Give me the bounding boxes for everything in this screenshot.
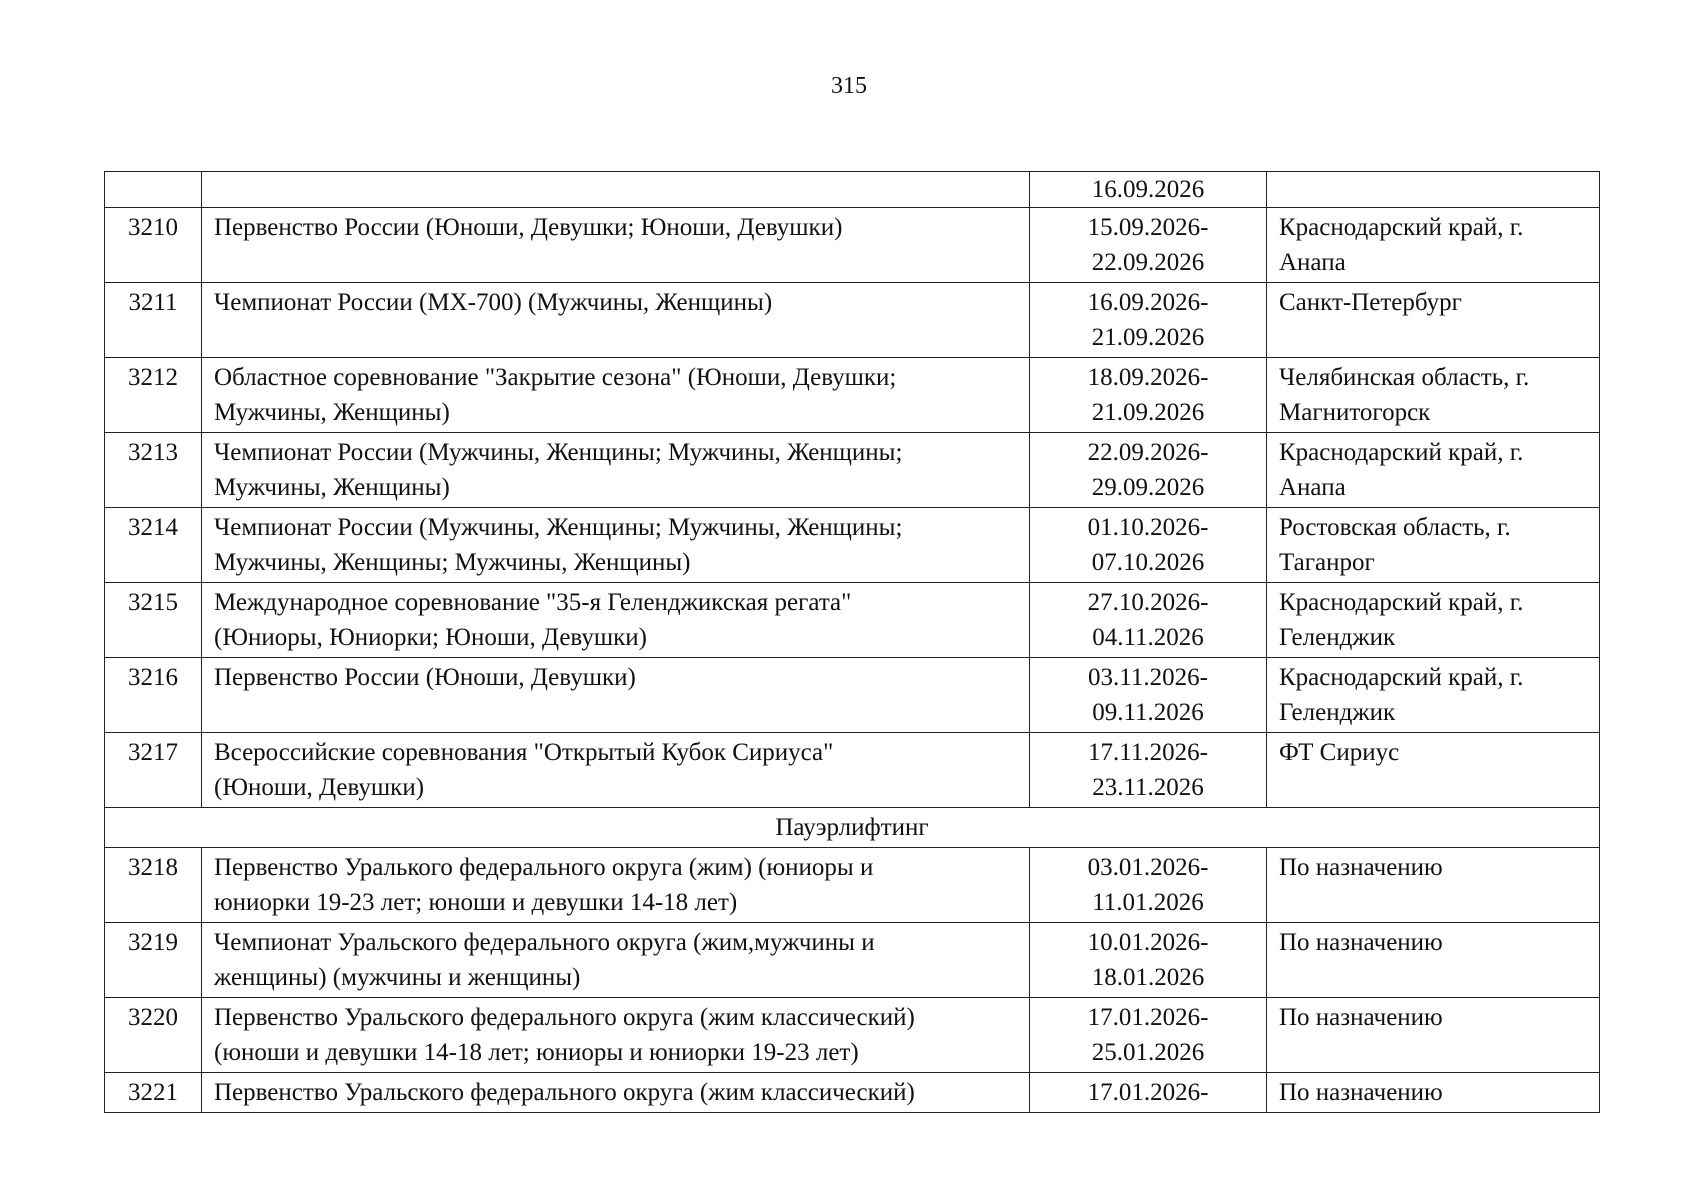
event-place-line: ФТ Сириус xyxy=(1279,739,1400,766)
event-title xyxy=(202,433,1030,508)
event-dates-line: 17.01.2026- xyxy=(1087,1004,1209,1031)
event-dates xyxy=(1030,283,1267,358)
event-number: 3210 xyxy=(105,208,202,283)
event-dates xyxy=(1030,658,1267,733)
event-title-line: Мужчины, Женщины) xyxy=(214,399,450,426)
event-dates-line: 27.10.2026- xyxy=(1087,589,1209,616)
event-dates xyxy=(1030,433,1267,508)
event-title-line: Чемпионат России (Мужчины, Женщины; Мужчины, Женщины; xyxy=(214,439,903,466)
table-row xyxy=(105,998,1600,1073)
event-number: 3220 xyxy=(105,998,202,1073)
event-place xyxy=(1267,208,1600,283)
event-place xyxy=(1267,733,1600,808)
event-dates-line: 09.11.2026 xyxy=(1092,699,1204,726)
section-row xyxy=(105,808,1600,848)
event-place-line: Анапа xyxy=(1279,474,1346,501)
event-place xyxy=(1267,998,1600,1073)
event-place-line: По назначению xyxy=(1279,1004,1443,1031)
table-row xyxy=(105,358,1600,433)
event-dates-line: 18.09.2026- xyxy=(1087,364,1209,391)
event-number: 3212 xyxy=(105,358,202,433)
table-row xyxy=(105,433,1600,508)
event-place xyxy=(1267,283,1600,358)
event-number: 3216 xyxy=(105,658,202,733)
event-place xyxy=(1267,583,1600,658)
event-title-line: Чемпионат Уральского федерального округа (жим,мужчины и xyxy=(214,929,875,956)
event-title xyxy=(202,172,1030,208)
event-dates xyxy=(1030,998,1267,1073)
event-place-line: Краснодарский край, г. xyxy=(1279,664,1524,691)
event-dates-line: 22.09.2026 xyxy=(1091,249,1205,276)
event-title-line: Всероссийские соревнования "Открытый Кубок Сириуса" xyxy=(214,739,834,766)
event-dates-line: 17.11.2026- xyxy=(1088,739,1208,766)
table-row xyxy=(105,172,1600,208)
event-number: 3217 xyxy=(105,733,202,808)
event-place-line: Ростовская область, г. xyxy=(1279,514,1511,541)
event-dates xyxy=(1030,172,1267,208)
event-dates-line: 29.09.2026 xyxy=(1091,474,1205,501)
event-title xyxy=(202,208,1030,283)
event-dates-line: 03.11.2026- xyxy=(1088,664,1208,691)
table-row xyxy=(105,283,1600,358)
event-dates-line: 10.01.2026- xyxy=(1087,929,1209,956)
event-place xyxy=(1267,923,1600,998)
event-title-line: Первенство Уралького федерального округа (жим) (юниоры и xyxy=(214,854,874,881)
table-row xyxy=(105,658,1600,733)
event-place-line: Санкт-Петербург xyxy=(1279,289,1462,316)
event-title-line: Международное соревнование "35-я Геленджикская регата" xyxy=(214,589,852,616)
event-title-line: Чемпионат России (Мужчины, Женщины; Мужчины, Женщины; xyxy=(214,514,903,541)
event-title xyxy=(202,923,1030,998)
table-row xyxy=(105,583,1600,658)
event-place-line: Челябинская область, г. xyxy=(1279,364,1530,391)
event-place xyxy=(1267,1073,1600,1113)
event-title-line: Первенство Уральского федерального округа (жим классический) xyxy=(214,1079,915,1106)
event-title xyxy=(202,1073,1030,1113)
event-title xyxy=(202,283,1030,358)
event-dates-line: 25.01.2026 xyxy=(1091,1039,1205,1066)
table-row xyxy=(105,208,1600,283)
section-heading: Пауэрлифтинг xyxy=(105,808,1600,848)
event-number: 3215 xyxy=(105,583,202,658)
event-place-line: Краснодарский край, г. xyxy=(1279,214,1524,241)
event-number: 3214 xyxy=(105,508,202,583)
event-dates-line: 01.10.2026- xyxy=(1087,514,1209,541)
event-place xyxy=(1267,433,1600,508)
table-row xyxy=(105,1073,1600,1113)
event-title xyxy=(202,733,1030,808)
event-title-line: Первенство Уральского федерального округа (жим классический) xyxy=(214,1004,915,1031)
event-place-line: Геленджик xyxy=(1279,624,1396,651)
event-dates xyxy=(1030,583,1267,658)
event-title xyxy=(202,358,1030,433)
event-dates xyxy=(1030,208,1267,283)
event-number: 3221 xyxy=(105,1073,202,1113)
event-title xyxy=(202,848,1030,923)
event-dates-line: 11.01.2026 xyxy=(1092,889,1204,916)
event-dates-line: 15.09.2026- xyxy=(1087,214,1209,241)
event-dates-line: 23.11.2026 xyxy=(1092,774,1204,801)
date-line: 16.09.2026 xyxy=(1091,176,1205,203)
event-number xyxy=(105,172,202,208)
event-place-line: По назначению xyxy=(1279,854,1443,881)
event-title xyxy=(202,583,1030,658)
table-row xyxy=(105,848,1600,923)
event-title xyxy=(202,998,1030,1073)
event-dates-line: 21.09.2026 xyxy=(1091,324,1205,351)
event-place-line: Краснодарский край, г. xyxy=(1279,589,1524,616)
event-place-line: Таганрог xyxy=(1279,549,1375,576)
event-title-line: женщины) (мужчины и женщины) xyxy=(214,964,581,991)
event-title-line: (Юниоры, Юниорки; Юноши, Девушки) xyxy=(214,624,647,651)
event-place xyxy=(1267,508,1600,583)
page-number: 315 xyxy=(831,73,867,99)
table-row xyxy=(105,733,1600,808)
events-table-body xyxy=(105,172,1600,1113)
event-dates-line: 18.01.2026 xyxy=(1091,964,1205,991)
event-title-line: Мужчины, Женщины; Мужчины, Женщины) xyxy=(214,549,691,576)
event-dates-line: 16.09.2026- xyxy=(1087,289,1209,316)
event-place xyxy=(1267,658,1600,733)
event-dates-line: 22.09.2026- xyxy=(1087,439,1209,466)
event-dates xyxy=(1030,358,1267,433)
event-title-line: юниорки 19-23 лет; юноши и девушки 14-18 лет) xyxy=(214,889,738,916)
events-table xyxy=(104,171,1600,1113)
event-place-line: По назначению xyxy=(1279,1079,1443,1106)
event-place-line: Геленджик xyxy=(1279,699,1396,726)
event-title-line: Первенство России (Юноши, Девушки) xyxy=(214,664,636,691)
event-place-line: Анапа xyxy=(1279,249,1346,276)
event-dates-line: 07.10.2026 xyxy=(1091,549,1205,576)
event-number: 3219 xyxy=(105,923,202,998)
event-title xyxy=(202,658,1030,733)
event-dates-line: 17.01.2026- xyxy=(1087,1079,1209,1106)
event-title-line: Областное соревнование "Закрытие сезона" (Юноши, Девушки; xyxy=(214,364,897,391)
event-number: 3213 xyxy=(105,433,202,508)
event-dates xyxy=(1030,848,1267,923)
event-place-line: Магнитогорск xyxy=(1279,399,1431,426)
event-number: 3218 xyxy=(105,848,202,923)
event-place-line: По назначению xyxy=(1279,929,1443,956)
event-place xyxy=(1267,848,1600,923)
event-place-line: Краснодарский край, г. xyxy=(1279,439,1524,466)
event-dates xyxy=(1030,1073,1267,1113)
event-title-line: Первенство России (Юноши, Девушки; Юноши, Девушки) xyxy=(214,214,843,241)
event-title-line: Мужчины, Женщины) xyxy=(214,474,450,501)
table-row xyxy=(105,508,1600,583)
event-dates xyxy=(1030,923,1267,998)
event-title xyxy=(202,508,1030,583)
event-title-line: Чемпионат России (МХ-700) (Мужчины, Женщины) xyxy=(214,289,773,316)
event-dates-line: 03.01.2026- xyxy=(1087,854,1209,881)
event-title-line: (Юноши, Девушки) xyxy=(214,774,425,801)
table-row xyxy=(105,923,1600,998)
event-number: 3211 xyxy=(105,283,202,358)
event-dates xyxy=(1030,733,1267,808)
event-title-line: (юноши и девушки 14-18 лет; юниоры и юниорки 19-23 лет) xyxy=(214,1039,859,1066)
event-dates-line: 21.09.2026 xyxy=(1091,399,1205,426)
event-place xyxy=(1267,172,1600,208)
event-dates-line: 04.11.2026 xyxy=(1092,624,1204,651)
event-place xyxy=(1267,358,1600,433)
event-dates xyxy=(1030,508,1267,583)
